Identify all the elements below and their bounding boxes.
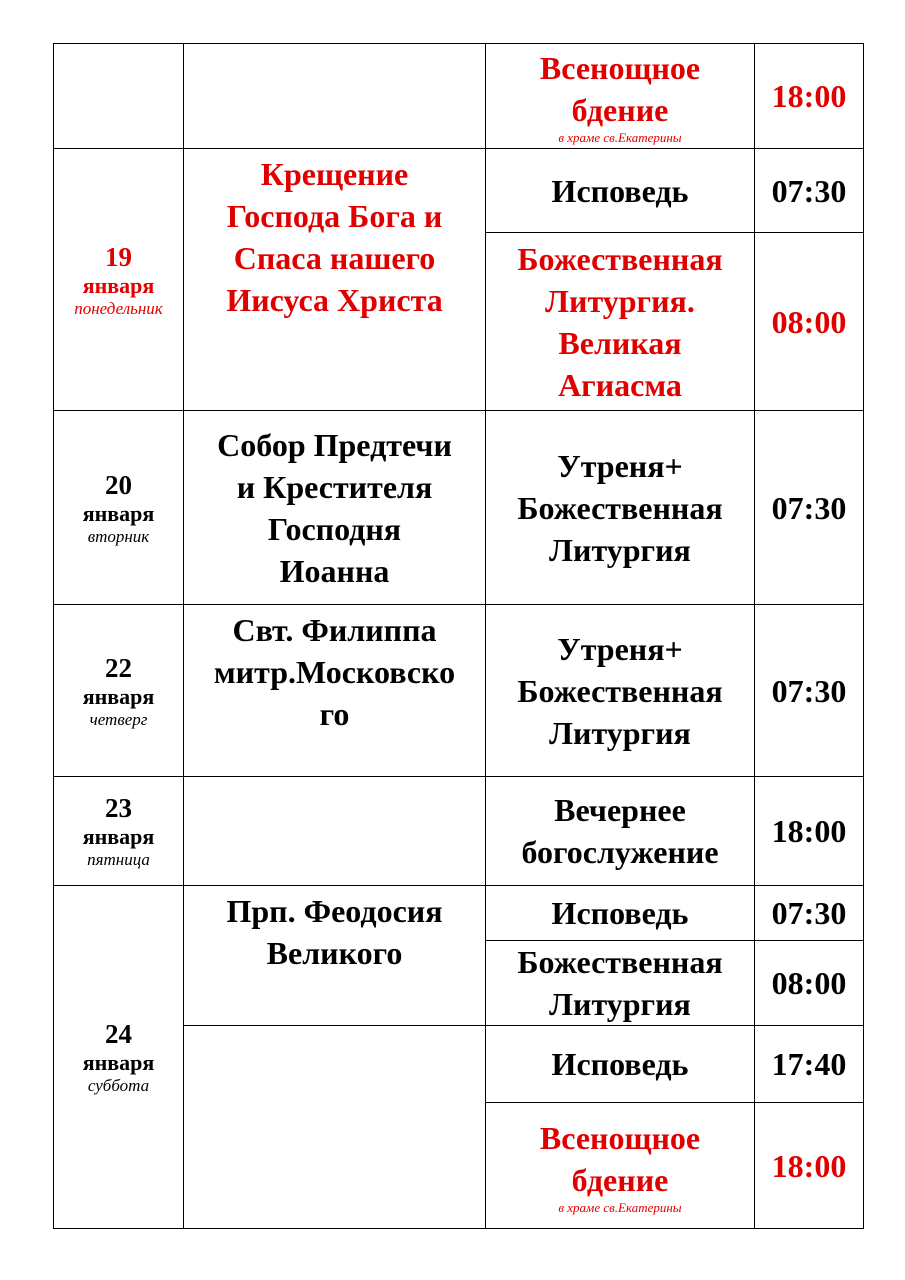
service-cell: Исповедь [486,1026,755,1103]
feast-cell [184,149,486,411]
feast-line: Господня [267,510,402,547]
time-cell: 17:40 [755,1026,864,1103]
service-line: Божественная [517,489,723,526]
day-number: 23 [105,793,132,823]
day-month: января [82,272,155,298]
table-row [54,886,864,941]
service-line: Литургия [549,986,691,1022]
time-cell: 07:30 [755,149,864,233]
service-line: Божественная [517,944,723,980]
service-name: Всенощное [539,1119,701,1156]
day-number: 19 [105,241,132,272]
service-name: бдение [571,1161,669,1198]
service-cell: Исповедь [486,149,755,233]
day-weekday: вторник [87,526,150,546]
service-cell [486,941,755,1026]
day-weekday: пятница [87,850,150,869]
table-row [54,149,864,233]
day-month: января [82,683,155,709]
feast-cell [184,605,486,777]
day-weekday: понедельник [74,298,163,318]
table-row [54,411,864,605]
feast-line: го [319,696,350,732]
time-cell: 08:00 [755,941,864,1026]
date-cell-empty [54,44,184,149]
service-cell [486,44,755,149]
feast-line: Иоанна [279,552,390,589]
service-cell: Исповедь [486,886,755,941]
feast-cell-empty [184,777,486,886]
table-row [54,44,864,149]
service-line: Утреня+ [557,630,683,667]
service-name: бдение [571,92,669,128]
feast-line: митр.Московско [213,654,456,690]
service-name: Всенощное [539,50,701,86]
date-cell [54,411,184,605]
date-cell [54,886,184,1229]
day-month: января [82,824,155,849]
time-cell: 08:00 [755,233,864,411]
schedule-table [53,43,864,1229]
service-line: Великая [558,324,682,361]
table-row [54,605,864,777]
feast-line: Крещение [260,156,409,192]
feast-line: Иисуса Христа [226,282,443,318]
feast-cell [184,886,486,1026]
service-note: в храме св.Екатерины [558,130,682,145]
day-number: 22 [105,652,132,683]
table-row [54,777,864,886]
day-number: 20 [105,469,132,500]
time-cell: 07:30 [755,605,864,777]
feast-line: Господа Бога и [226,198,443,234]
service-note: в храме св.Екатерины [558,1199,682,1215]
service-cell [486,777,755,886]
day-number: 24 [105,1019,132,1049]
service-line: Литургия [549,714,691,751]
service-line: Вечернее [554,792,686,828]
service-line: Литургия [549,531,691,568]
feast-cell [184,411,486,605]
feast-line: Собор Предтечи [217,426,452,463]
service-cell [486,411,755,605]
time-cell: 07:30 [755,411,864,605]
service-line: Утреня+ [557,447,683,484]
time-cell: 18:00 [755,777,864,886]
service-cell [486,1103,755,1229]
service-line: Божественная [517,672,723,709]
feast-line: и Крестителя [236,468,433,505]
service-cell [486,233,755,411]
service-line: Литургия. [545,282,695,319]
service-line: Божественная [517,240,723,277]
time-cell: 18:00 [755,44,864,149]
date-cell [54,777,184,886]
service-line: Агиасма [558,366,682,403]
time-cell: 07:30 [755,886,864,941]
date-cell [54,149,184,411]
feast-line: Прп. Феодосия [226,893,443,929]
time-cell: 18:00 [755,1103,864,1229]
feast-line: Свт. Филиппа [232,612,437,648]
day-month: января [82,1050,155,1075]
day-weekday: четверг [89,709,148,729]
date-cell [54,605,184,777]
feast-cell-empty [184,1026,486,1229]
service-line: богослужение [521,834,719,870]
day-weekday: суббота [87,1076,150,1095]
feast-cell-empty [184,44,486,149]
service-cell [486,605,755,777]
feast-line: Спаса нашего [233,240,436,276]
feast-line: Великого [266,935,403,971]
day-month: января [82,500,155,526]
